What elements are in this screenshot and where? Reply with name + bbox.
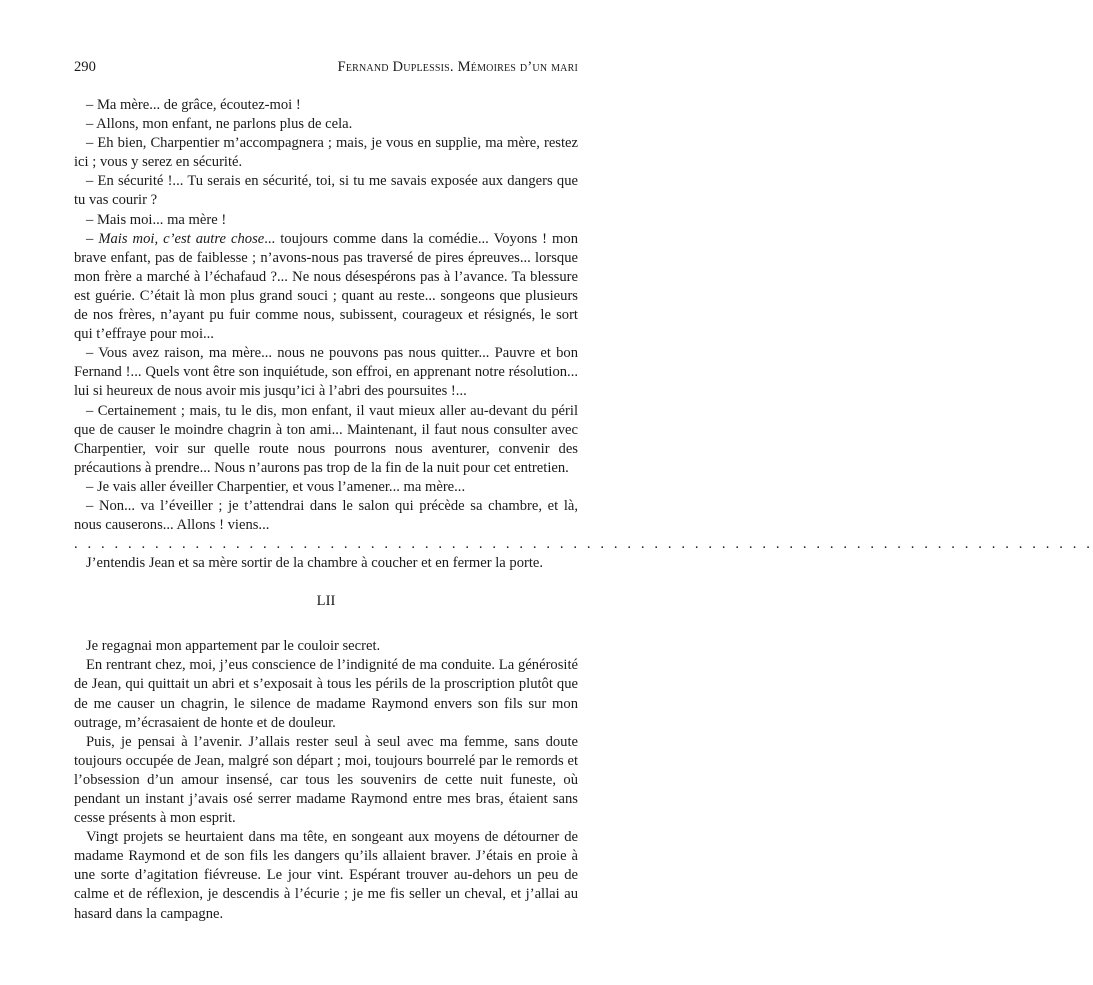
dialogue-text: ... toujours comme dans la comédie... Voyons ! mon brave enfant, pas de faiblesse ; n’avons-nous pas traversé de pires épreuves... lorsque mon frère a marché à l’échafaud ?... Ne nous désespérons pas à l’avance. Ta blessure est guérie. C’était là mon plus grand souci ; quant au reste... songeons que plusieurs de nos frères, n’ayant pu fuir comme nous, subissent, courageux et résignés, le sort qui t’effraye pour moi... (74, 230, 578, 343)
narrative-paragraph: Puis, je pensai à l’avenir. J’allais rester seul à seul avec ma femme, sans doute toujours occupée de Jean, malgré son départ ; moi, toujours bourrelé par le remords et l’obsession d’un amour insensé, car tous les souvenirs de cette nuit funeste, où pendant un instant j’avais osé serrer madame Raymond entre mes bras, étaient sans cesse présents à mon esprit. (74, 733, 578, 827)
dialogue-line (74, 230, 578, 345)
dialogue-section (74, 96, 578, 535)
dialogue-line: – Je vais aller éveiller Charpentier, et vous l’amener... ma mère... (86, 478, 466, 495)
chapter-heading: LII (316, 593, 336, 610)
dialogue-line: – Ma mère... de grâce, écoutez-moi ! (86, 97, 301, 113)
dialogue-line: – Non... va l’éveiller ; je t’attendrai dans le salon qui précède sa chambre, et là, nous causerons... Allons ! viens... (74, 497, 578, 534)
narrative-paragraph: Vingt projets se heurtaient dans ma tête, en songeant aux moyens de détourner de madame Raymond et de son fils les dangers qu’ils allaient braver. J’étais en proie à une sorte d’agitation fiévreuse. Le jour vint. Espérant trouver au-dehors un peu de calme et de réflexion, je descendis à l’écurie ; je me fis seller un cheval, et j’allai au hasard dans la campagne. (74, 829, 578, 922)
running-title: Fernand Duplessis. Mémoires d’un mari (337, 59, 578, 75)
narrative-paragraph: Je regagnai mon appartement par le couloir secret. (86, 638, 381, 655)
italic-quote: – Mais moi, c’est autre chose (86, 230, 265, 247)
book-page (74, 58, 1093, 924)
dialogue-line: – Allons, mon enfant, ne parlons plus de cela. (86, 116, 353, 133)
dialogue-line: – Mais moi... ma mère ! (86, 211, 227, 228)
closing-line: J’entendis Jean et sa mère sortir de la chambre à coucher et en fermer la porte. (86, 555, 544, 572)
dialogue-line: – Vous avez raison, ma mère... nous ne pouvons pas nous quitter... Pauvre et bon Fernand !... Quels vont être son inquiétude, son effroi, en apprenant notre résolution... lui si heureux de nous avoir mis jusqu’ici à l’abri des poursuites !... (74, 345, 578, 400)
ellipsis-separator: . . . . . . . . . . . . . . . . . . . . . . . . . . . . . . . . . . . . . . . . . . . . . . . . . . . . . . . . . . . . . . . . . . . . . . . . . . . . (74, 536, 1093, 553)
page-number: 290 (74, 59, 96, 75)
narrative-section (74, 637, 578, 923)
dialogue-line: – Certainement ; mais, tu le dis, mon enfant, il vaut mieux aller au-devant du péril que de causer le moindre chagrin à ton ami... Maintenant, il faut nous consulter avec Charpentier, voir sur quelle route nous pourrons nous aventurer, convenir des précautions à prendre... Nous n’aurons pas trop de la fin de la nuit pour cet entretien. (74, 402, 578, 476)
narrative-paragraph: En rentrant chez, moi, j’eus conscience de l’indignité de ma conduite. La générosité de Jean, qui quittait un abri et s’exposait à tous les périls de la proscription plutôt que de me causer un chagrin, le silence de madame Raymond envers son fils sur mon outrage, m’écrasaient de honte et de douleur. (74, 657, 578, 731)
dialogue-line: – Eh bien, Charpentier m’accompagnera ; mais, je vous en supplie, ma mère, restez ici ; vous y serez en sécurité. (74, 135, 578, 171)
dialogue-line: – En sécurité !... Tu serais en sécurité, toi, si tu me savais exposée aux dangers que tu vas courir ? (74, 173, 578, 209)
running-header (74, 58, 578, 77)
